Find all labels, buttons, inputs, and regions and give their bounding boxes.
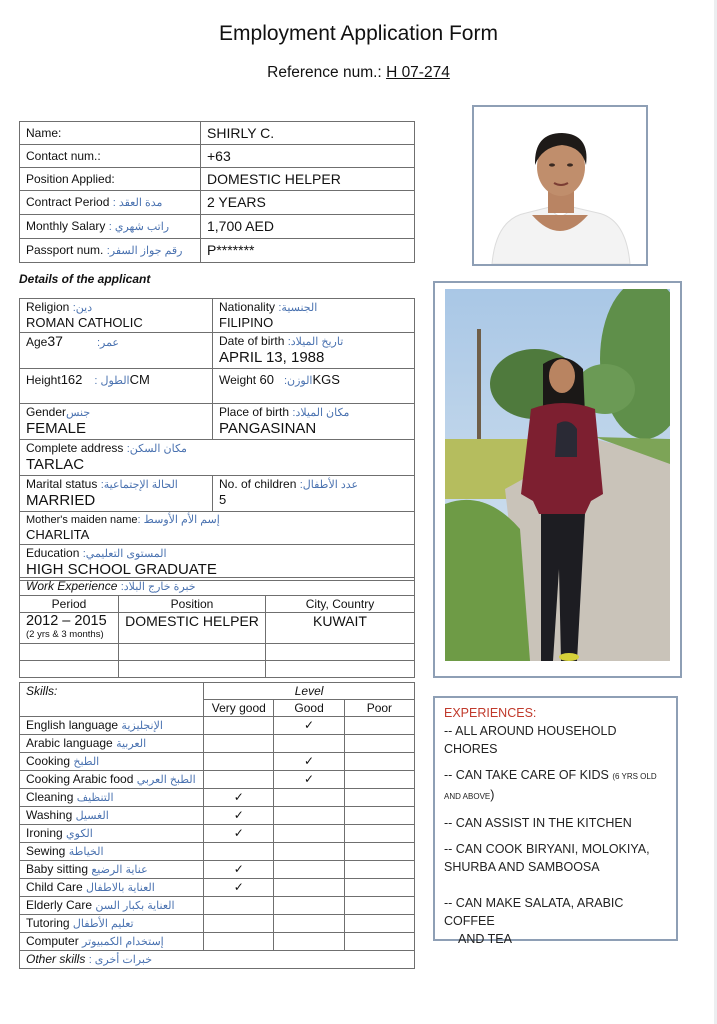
address-cell — [20, 440, 415, 476]
skill-level-cell — [344, 717, 414, 735]
info-label-arabic: مدة العقد : — [112, 197, 163, 209]
info-row — [20, 215, 415, 239]
skill-level-cell — [344, 735, 414, 753]
education-label: Education — [26, 546, 80, 560]
religion-label: Religion — [26, 300, 70, 314]
skill-level-cell — [344, 915, 414, 933]
info-label-cell — [20, 239, 201, 263]
info-label: Name: — [26, 126, 62, 140]
level-very-good: Very good — [204, 700, 274, 717]
info-value: 1,700 AED — [201, 215, 415, 239]
skill-level-cell — [204, 879, 274, 897]
work-location-cell — [266, 613, 415, 644]
checkmark-icon: ✓ — [304, 754, 315, 768]
religion-cell — [20, 299, 213, 333]
info-value: P******* — [201, 239, 415, 263]
weight-value: 60KGS — [259, 372, 340, 387]
info-label-cell — [20, 168, 201, 191]
skill-name-cell — [20, 843, 204, 861]
mother-value: CHARLITA — [26, 527, 90, 542]
work-col-position: Position — [119, 596, 266, 613]
skill-level-cell — [204, 789, 274, 807]
gender-cell — [20, 404, 213, 440]
info-label-cell — [20, 122, 201, 145]
skill-level-cell — [344, 897, 414, 915]
other-skills-label: Other skills — [26, 952, 86, 966]
skill-row — [20, 771, 415, 789]
skill-level-cell — [344, 825, 414, 843]
skill-level-cell — [204, 771, 274, 789]
skill-level-cell — [204, 933, 274, 951]
skill-level-cell — [274, 717, 344, 735]
height-arabic: الطول : — [94, 375, 130, 387]
skill-label-arabic: الغسيل — [75, 810, 109, 822]
skill-level-cell — [274, 861, 344, 879]
mother-label: Mother's maiden name — [26, 514, 138, 526]
skill-level-cell — [274, 789, 344, 807]
info-row — [20, 191, 415, 215]
info-label-cell — [20, 145, 201, 168]
skill-row — [20, 825, 415, 843]
applicant-details-table — [19, 298, 415, 581]
info-label: Passport num. — [26, 243, 104, 257]
checkmark-icon: ✓ — [233, 808, 244, 822]
skill-name-cell — [20, 771, 204, 789]
skill-label: Cooking Arabic food — [26, 772, 134, 786]
skill-row — [20, 717, 415, 735]
skill-level-cell — [344, 879, 414, 897]
reference-value: H 07-274 — [386, 64, 450, 81]
skill-level-cell — [274, 843, 344, 861]
address-value: TARLAC — [26, 456, 85, 473]
skill-level-cell — [204, 915, 274, 933]
skill-label: Cooking — [26, 754, 71, 768]
info-label-cell — [20, 191, 201, 215]
age-label: Age — [26, 335, 48, 349]
skill-level-cell — [344, 861, 414, 879]
experience-item-continuation: AND TEA — [458, 932, 512, 946]
work-period: 2012 – 2015 — [26, 613, 107, 629]
weight-label: Weight — [219, 373, 257, 387]
skill-row — [20, 735, 415, 753]
skill-level-cell — [274, 879, 344, 897]
experiences-title: EXPERIENCES: — [444, 706, 537, 720]
skill-row — [20, 897, 415, 915]
marital-cell — [20, 476, 213, 512]
skill-label: Child Care — [26, 880, 83, 894]
skill-name-cell — [20, 897, 204, 915]
skill-label-arabic: الطبخ العربي — [136, 774, 196, 786]
experience-item-close: ) — [490, 788, 495, 802]
pob-arabic: مكان الميلاد: — [292, 407, 350, 419]
work-period-cell — [20, 613, 119, 644]
work-row-empty — [20, 644, 415, 661]
work-row-empty — [20, 661, 415, 678]
skill-level-cell — [344, 789, 414, 807]
skill-row — [20, 861, 415, 879]
work-heading: Work Experience — [26, 579, 118, 593]
level-good: Good — [274, 700, 344, 717]
info-label-arabic: راتب شهري : — [108, 221, 170, 233]
checkmark-icon: ✓ — [233, 880, 244, 894]
children-cell — [213, 476, 415, 512]
skill-level-cell — [204, 807, 274, 825]
skill-name-cell — [20, 717, 204, 735]
checkmark-icon: ✓ — [304, 772, 315, 786]
skill-row — [20, 843, 415, 861]
full-body-photo — [433, 281, 682, 678]
education-arabic: المستوى التعليمي: — [82, 548, 167, 560]
skill-label: Tutoring — [26, 916, 70, 930]
skill-level-cell — [344, 933, 414, 951]
skill-label: Cleaning — [26, 790, 74, 804]
experience-item-text: -- CAN MAKE SALATA, ARABIC COFFEE — [444, 896, 624, 928]
info-row — [20, 145, 415, 168]
info-label: Position Applied: — [26, 172, 115, 186]
skill-level-cell — [204, 735, 274, 753]
level-heading: Level — [204, 683, 415, 700]
info-value: 2 YEARS — [201, 191, 415, 215]
checkmark-icon: ✓ — [304, 718, 315, 732]
skill-label-arabic: الطبخ — [73, 756, 100, 768]
work-experience-table — [19, 577, 415, 678]
info-label: Monthly Salary — [26, 219, 106, 233]
education-value: HIGH SCHOOL GRADUATE — [26, 561, 217, 578]
work-heading-arabic: خبرة خارج البلاد: — [120, 581, 196, 593]
address-label: Complete address — [26, 441, 124, 455]
skill-label: Computer — [26, 934, 79, 948]
skill-label-arabic: الخياطة — [68, 846, 104, 858]
skill-row — [20, 933, 415, 951]
nationality-cell — [213, 299, 415, 333]
skill-label-arabic: العناية بكبار السن — [95, 900, 175, 912]
work-period-note: (2 yrs & 3 months) — [26, 629, 104, 640]
skill-label: English language — [26, 718, 119, 732]
pob-label: Place of birth — [219, 405, 290, 419]
weight-cell — [213, 369, 415, 404]
skill-row — [20, 789, 415, 807]
skill-level-cell — [274, 807, 344, 825]
info-value: SHIRLY C. — [201, 122, 415, 145]
height-value: 162CM — [60, 372, 150, 387]
info-label: Contact num.: — [26, 149, 101, 163]
info-label-arabic: رقم جواز السفر: — [106, 245, 183, 257]
info-row — [20, 122, 415, 145]
height-cell — [20, 369, 213, 404]
experience-item — [444, 894, 667, 948]
info-value: DOMESTIC HELPER — [201, 168, 415, 191]
dob-cell — [213, 333, 415, 369]
mother-arabic: إسم الأم الأوسط : — [137, 514, 220, 526]
full-body-photo-image — [445, 289, 670, 661]
skill-level-cell — [344, 771, 414, 789]
skills-table — [19, 682, 415, 969]
nationality-label: Nationality — [219, 300, 276, 314]
skill-level-cell — [204, 717, 274, 735]
skill-label: Ironing — [26, 826, 63, 840]
experiences-box — [433, 696, 678, 946]
mother-cell — [20, 512, 415, 545]
marital-arabic: الحالة الإجتماعية: — [100, 479, 178, 491]
info-value: +63 — [201, 145, 415, 168]
skill-level-cell — [274, 753, 344, 771]
age-value: 37 — [47, 333, 63, 349]
dob-arabic: تاريخ الميلاد: — [287, 336, 344, 348]
level-poor: Poor — [344, 700, 414, 717]
applicant-info-table — [19, 121, 415, 263]
dob-label: Date of birth — [219, 334, 285, 348]
work-row — [20, 613, 415, 644]
skill-row — [20, 915, 415, 933]
skill-level-cell — [344, 807, 414, 825]
experience-item: -- CAN ASSIST IN THE KITCHEN — [444, 816, 632, 830]
skill-name-cell — [20, 915, 204, 933]
skill-row — [20, 753, 415, 771]
skill-level-cell — [274, 897, 344, 915]
info-label: Contract Period — [26, 195, 110, 209]
skill-label: Elderly Care — [26, 898, 93, 912]
experience-item — [444, 766, 667, 806]
skill-label-arabic: عناية الرضيع — [91, 864, 148, 876]
skill-label: Arabic language — [26, 736, 113, 750]
work-heading-cell — [20, 578, 415, 596]
skill-label-arabic: العربية — [116, 738, 147, 750]
skill-row — [20, 879, 415, 897]
skill-label-arabic: العناية بالاطفال — [86, 882, 155, 894]
page-title: Employment Application Form — [219, 22, 498, 45]
portrait-photo-image — [474, 107, 646, 264]
skill-level-cell — [274, 771, 344, 789]
skill-level-cell — [274, 825, 344, 843]
experience-item-note: (6 YRS OLD AND ABOVE — [444, 772, 657, 801]
skill-level-cell — [344, 843, 414, 861]
skill-label-arabic: إستخدام الكمبيوتر — [82, 936, 164, 948]
skill-row — [20, 807, 415, 825]
checkmark-icon: ✓ — [233, 862, 244, 876]
nationality-arabic: الجنسية: — [278, 302, 318, 314]
pob-cell — [213, 404, 415, 440]
marital-label: Marital status — [26, 477, 98, 491]
gender-arabic: جنس — [66, 407, 91, 419]
skill-level-cell — [274, 735, 344, 753]
info-row — [20, 239, 415, 263]
experience-item: -- ALL AROUND HOUSEHOLD CHORES — [444, 724, 617, 756]
skill-level-cell — [204, 825, 274, 843]
age-arabic: عمر: — [96, 337, 119, 349]
experience-item-text: -- CAN TAKE CARE OF KIDS — [444, 768, 613, 782]
skill-name-cell — [20, 861, 204, 879]
work-col-period: Period — [20, 596, 119, 613]
skill-name-cell — [20, 879, 204, 897]
skill-name-cell — [20, 825, 204, 843]
other-skills-cell — [20, 951, 415, 969]
skill-level-cell — [204, 843, 274, 861]
skill-label-arabic: الإنجليزية — [121, 720, 163, 732]
skill-name-cell — [20, 933, 204, 951]
details-heading: Details of the applicant — [19, 272, 151, 286]
work-location: KUWAIT — [313, 613, 367, 629]
education-cell — [20, 545, 415, 581]
checkmark-icon: ✓ — [233, 790, 244, 804]
checkmark-icon: ✓ — [233, 826, 244, 840]
reference-label: Reference num.: — [267, 64, 387, 81]
children-value: 5 — [219, 492, 227, 507]
children-arabic: عدد الأطفال: — [299, 479, 359, 491]
work-position: DOMESTIC HELPER — [125, 613, 259, 629]
work-col-location: City, Country — [266, 596, 415, 613]
skill-label: Baby sitting — [26, 862, 89, 876]
height-label: Height — [26, 373, 61, 387]
skill-name-cell — [20, 735, 204, 753]
skill-level-cell — [204, 861, 274, 879]
experience-item: -- CAN COOK BIRYANI, MOLOKIYA, SHURBA AND SAMBOOSA — [444, 842, 650, 874]
gender-value: FEMALE — [26, 420, 87, 437]
skill-level-cell — [204, 897, 274, 915]
marital-value: MARRIED — [26, 492, 96, 509]
gender-label: Gender — [26, 405, 67, 419]
skill-level-cell — [274, 933, 344, 951]
religion-arabic: دين: — [72, 302, 93, 314]
other-skills-arabic: خبرات أخرى : — [88, 954, 152, 966]
dob-value: APRIL 13, 1988 — [219, 349, 325, 366]
skill-label: Sewing — [26, 844, 66, 858]
age-cell — [20, 333, 213, 369]
portrait-photo — [472, 105, 648, 266]
skill-name-cell — [20, 789, 204, 807]
children-label: No. of children — [219, 477, 297, 491]
skill-label-arabic: التنظيف — [76, 792, 114, 804]
skill-name-cell — [20, 753, 204, 771]
address-arabic: مكان السكن: — [126, 443, 187, 455]
pob-value: PANGASINAN — [219, 420, 317, 437]
skill-level-cell — [344, 753, 414, 771]
skill-level-cell — [274, 915, 344, 933]
info-row — [20, 168, 415, 191]
info-label-cell — [20, 215, 201, 239]
reference-line — [0, 64, 717, 82]
skill-label: Washing — [26, 808, 73, 822]
work-position-cell — [119, 613, 266, 644]
skills-heading: Skills: — [20, 683, 204, 717]
skill-label-arabic: الكوي — [66, 828, 93, 840]
skill-label-arabic: تعليم الأطفال — [72, 918, 134, 930]
skill-level-cell — [204, 753, 274, 771]
nationality-value: FILIPINO — [219, 315, 274, 330]
weight-arabic: الوزن: — [283, 375, 313, 387]
religion-value: ROMAN CATHOLIC — [26, 315, 143, 330]
skill-name-cell — [20, 807, 204, 825]
